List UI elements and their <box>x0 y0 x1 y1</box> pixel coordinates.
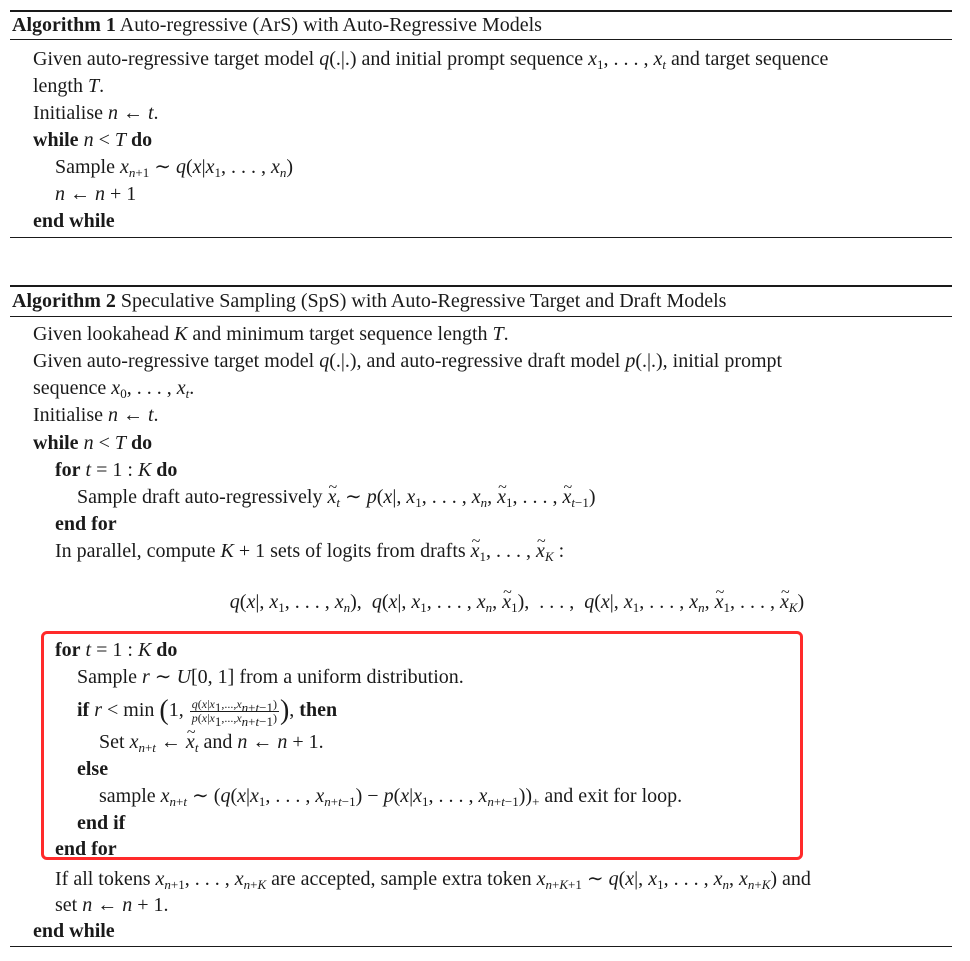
alg2-line-endif: end if <box>77 812 126 834</box>
alg1-line-init: Initialise n ← t. <box>33 102 159 124</box>
alg1-line-2: length T. <box>33 75 105 97</box>
alg1-line-increment: n ← n + 1 <box>55 183 137 205</box>
alg2-line-for-1: for t = 1 : K do <box>55 459 178 481</box>
alg2-line-set: Set $x_{n+t}$ ← ~ $x_t$ and n ← n + 1. <box>99 729 324 755</box>
alg2-line-sample-draft: Sample draft auto-regressively ~ $x_t$ ∼ p(x|, $x_1$, . . . , $x_n$, ~ $x_1$, . . . , ~ $x_{t-1}$) <box>77 484 596 510</box>
acceptance-ratio: $\frac{q(x|x_1,...,x_{n+t-1})}{p(x|x_1,...,x_{n+t-1})}$ <box>191 696 277 729</box>
alg2-line-else: else <box>77 758 109 780</box>
alg1-line-sample: Sample $x_{n+1}$ ∼ $q(x|x_1$, . . . , $x_n$) <box>55 156 294 180</box>
alg2-bottom-rule <box>10 946 952 947</box>
math-q: q <box>319 48 330 70</box>
alg2-label: Algorithm 2 <box>12 290 116 312</box>
alg2-line-3: sequence $x_0$, . . . , $x_t$. <box>33 377 195 401</box>
alg1-line-while: while n < T do <box>33 129 153 151</box>
alg2-line-for-2: for t = 1 : K do <box>55 639 178 661</box>
alg1-line-endwhile: end while <box>33 210 115 232</box>
alg1-header-rule <box>10 39 952 40</box>
alg2-title: Speculative Sampling (SpS) with Auto-Regressive Target and Draft Models <box>120 290 727 312</box>
alg2-line-2: Given auto-regressive target model q(.|.), and auto-regressive draft model p(.|.), initial prompt <box>33 350 783 372</box>
alg2-header-rule <box>10 316 952 317</box>
alg1-title: Auto-regressive (ArS) with Auto-Regressive Models <box>119 14 542 36</box>
alg2-line-parallel: In parallel, compute K + 1 sets of logits from drafts ~ $x_1$, . . . , ~ $x_K$ : <box>55 538 564 564</box>
alg2-logits-equation: q(x|, $x_1$, . . . , $x_n$), q(x|, $x_1$, . . . , $x_n$, ~ $x_1$), . . . , q(x|, $x_1$, . . . , $x_n$, ~ $x_1$, . . . , ~ $x_K$) <box>0 589 970 615</box>
alg2-top-rule <box>10 285 952 287</box>
alg1-bottom-rule <box>10 237 952 238</box>
alg2-line-set-n: set n ← n + 1. <box>55 894 169 916</box>
alg2-line-sample-r: Sample r ∼ U[0, 1] from a uniform distribution. <box>77 666 464 688</box>
alg2-line-endfor-1: end for <box>55 513 117 535</box>
alg2-line-if: if r < min (1, $\frac{q(x|x_1,...,x_{n+t-1})}{p(x|x_1,...,x_{n+t-1})}$ ), then <box>77 695 338 729</box>
alg1-header <box>12 12 542 38</box>
alg2-header <box>12 288 726 314</box>
alg2-line-1: Given lookahead K and minimum target sequence length T. <box>33 323 509 345</box>
alg2-line-init: Initialise n ← t. <box>33 404 159 426</box>
alg2-line-endwhile: end while <box>33 920 115 942</box>
alg2-line-resample: sample $x_{n+t}$ ∼ ($q(x|x_1$, . . . , $x_{n+t-1}) - p(x|x_1$, . . . , $x_{n+t-1}))_+$ and exit for loop. <box>99 785 683 809</box>
alg2-line-endfor-2: end for <box>55 838 117 860</box>
alg1-label: Algorithm 1 <box>12 14 116 36</box>
alg2-line-all-tokens: If all tokens $x_{n+1}$, . . . , $x_{n+K}$ are accepted, sample extra token $x_{n+K+1}$ ∼ q(x|, $x_1$, . . . , $x_n$, $x_{n+K}$) and <box>55 868 811 892</box>
alg1-line-1: Given auto-regressive target model q(.|.) and initial prompt sequence $x_1$, . . . , $x_t$ and target sequence <box>33 48 829 72</box>
alg2-line-while: while n < T do <box>33 432 153 454</box>
